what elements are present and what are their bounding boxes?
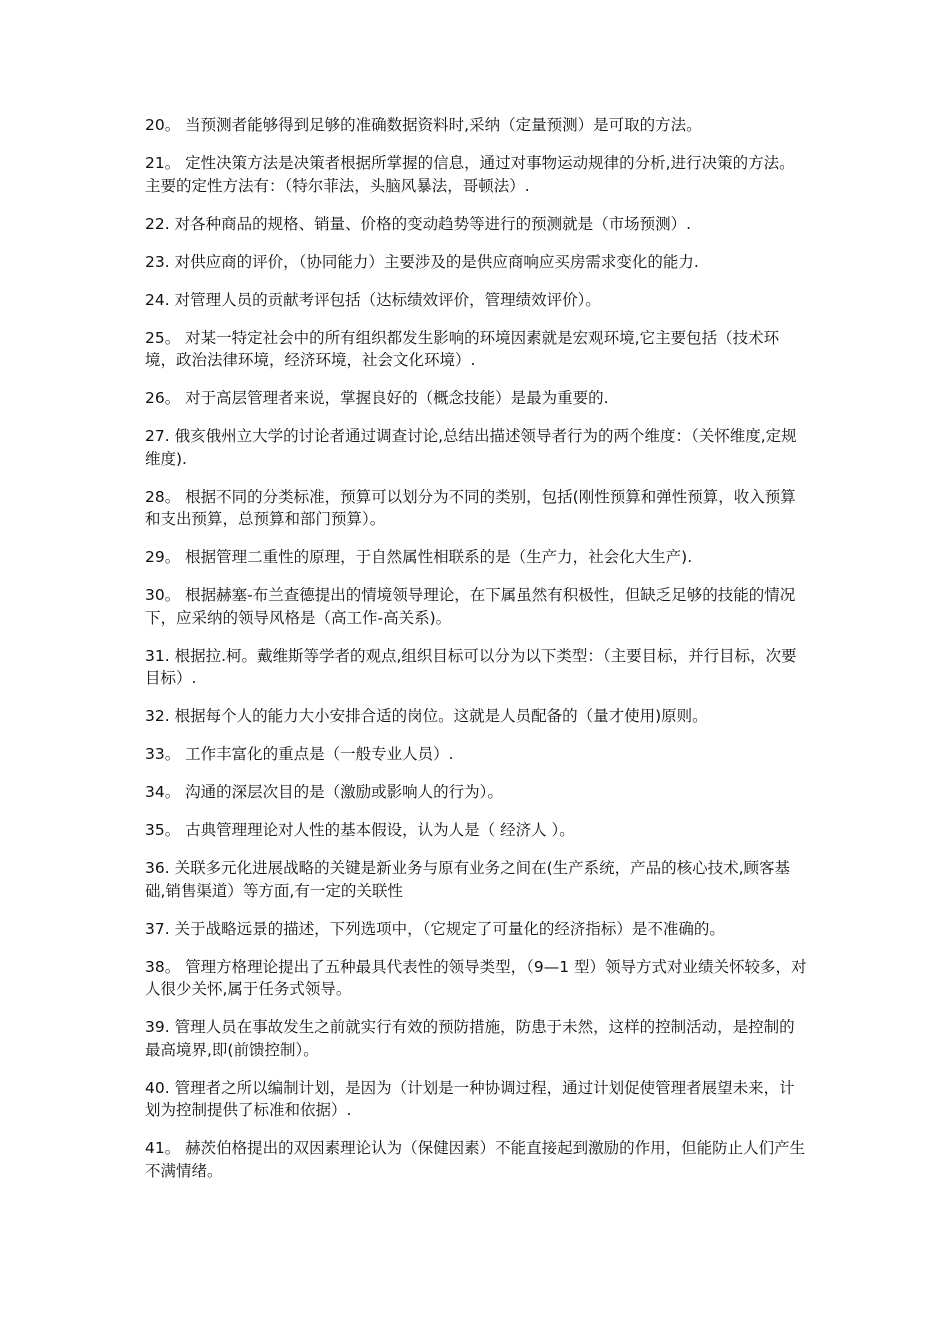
question-item-28: 28。 根据不同的分类标准，预算可以划分为不同的类别，包括(刚性预算和弹性预算，收入预算和支出预算，总预算和部门预算）。 (145, 487, 796, 528)
question-item-30: 30。 根据赫塞-布兰查德提出的情境领导理论，在下属虽然有积极性，但缺乏足够的技能的情况下，应采纳的领导风格是（高工作-高关系)。 (145, 586, 796, 627)
question-item-33: 33。 工作丰富化的重点是（一般专业人员）. (145, 745, 454, 763)
question-item-25: 25。 对某一特定社会中的所有组织都发生影响的环境因素就是宏观环境,它主要包括（技术环境，政治法律环境，经济环境，社会文化环境）. (145, 328, 780, 369)
question-item-27: 27. 俄亥俄州立大学的讨论者通过调查讨论,总结出描述领导者行为的两个维度：（关怀维度,定规维度). (145, 427, 797, 468)
question-item-31: 31. 根据拉.柯。戴维斯等学者的观点,组织目标可以分为以下类型：（主要目标，并行目标，次要目标）. (145, 646, 797, 687)
question-item-38: 38。 管理方格理论提出了五种最具代表性的领导类型，（9—1 型）领导方式对业绩关怀较多，对人很少关怀,属于任务式领导。 (145, 957, 807, 998)
question-item-24: 24. 对管理人员的贡献考评包括（达标绩效评价，管理绩效评价）。 (145, 290, 601, 309)
question-item-41: 41。 赫茨伯格提出的双因素理论认为（保健因素）不能直接起到激励的作用，但能防止人们产生不满情绪。 (145, 1139, 806, 1180)
question-item-26: 26。 对于高层管理者来说，掌握良好的（概念技能）是最为重要的. (145, 389, 609, 407)
question-item-23: 23. 对供应商的评价，（协同能力）主要涉及的是供应商响应买房需求变化的能力. (145, 252, 699, 271)
document-page (145, 114, 807, 1198)
question-item-21: 21。 定性决策方法是决策者根据所掌握的信息，通过对事物运动规律的分析,进行决策的方法。主要的定性方法有：（特尔菲法，头脑风暴法，哥顿法）. (145, 154, 795, 195)
question-item-34: 34。 沟通的深层次目的是（激励或影响人的行为）。 (145, 783, 503, 801)
question-item-36: 36. 关联多元化进展战略的关键是新业务与原有业务之间在(生产系统，产品的核心技术,顾客基础,销售渠道）等方面,有一定的关联性 (145, 859, 791, 900)
question-item-20: 20。 当预测者能够得到足够的准确数据资料时,采纳（定量预测）是可取的方法。 (145, 116, 702, 134)
question-item-37: 37. 关于战略远景的描述，下列选项中，（它规定了可量化的经济指标）是不准确的。 (145, 919, 725, 938)
question-item-35: 35。 古典管理理论对人性的基本假设，认为人是（ 经济人 ）。 (145, 821, 575, 839)
question-item-22: 22. 对各种商品的规格、销量、价格的变动趋势等进行的预测就是（市场预测）. (145, 214, 692, 233)
question-item-29: 29。 根据管理二重性的原理，于自然属性相联系的是（生产力，社会化大生产). (145, 548, 693, 566)
question-item-39: 39. 管理人员在事故发生之前就实行有效的预防措施，防患于未然，这样的控制活动，是控制的最高境界,即(前馈控制）。 (145, 1018, 795, 1059)
question-item-40: 40. 管理者之所以编制计划，是因为（计划是一种协调过程，通过计划促使管理者展望未来，计划为控制提供了标准和依据）. (145, 1078, 795, 1119)
question-item-32: 32. 根据每个人的能力大小安排合适的岗位。这就是人员配备的（量才使用)原则。 (145, 707, 708, 725)
